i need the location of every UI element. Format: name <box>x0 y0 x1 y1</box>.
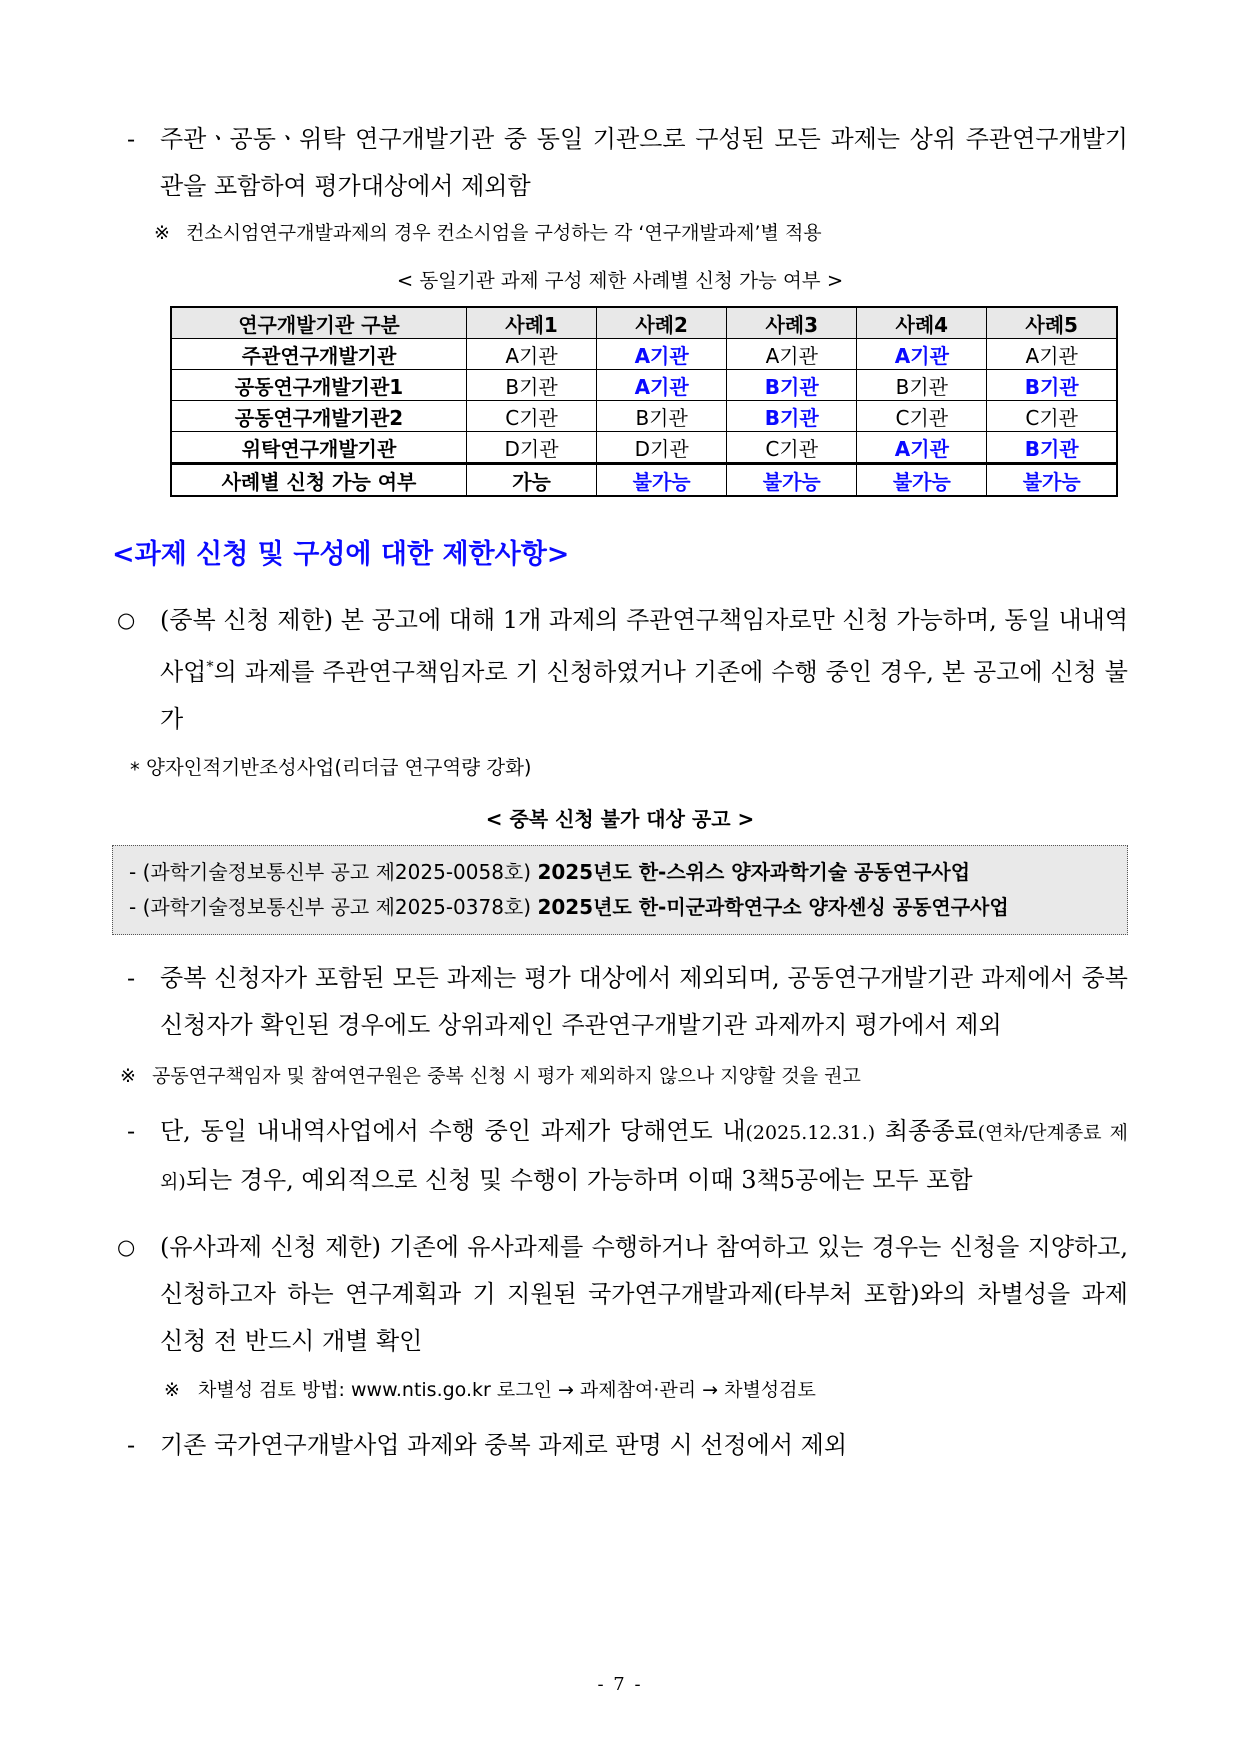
table-cell: B기관 <box>727 401 857 432</box>
table-header-cell: 사례5 <box>987 307 1117 339</box>
bullet-text: (유사과제 신청 제한) 기존에 유사과제를 수행하거나 참여하고 있는 경우는 신청을 지양하고, 신청하고자 하는 연구계획과 기 지원된 국가연구개발과제(타부처 포함)와의 차별성을 과제 신청 전 반드시 개별 확인 <box>160 1233 1128 1355</box>
table-row-label: 위탁연구개발기관 <box>171 432 467 464</box>
table-head <box>171 307 1117 339</box>
table-cell: A기관 <box>467 339 597 370</box>
table-row <box>171 339 1117 370</box>
table-header-cell: 사례2 <box>597 307 727 339</box>
table-row <box>171 401 1117 432</box>
notice-line <box>129 855 1111 890</box>
table-cell: D기관 <box>467 432 597 464</box>
table-row <box>171 432 1117 464</box>
table-row <box>171 370 1117 401</box>
table-cell: A기관 <box>857 339 987 370</box>
circle-bullet-marker: ○ <box>117 608 136 632</box>
dash-bullet-marker: - <box>127 125 136 153</box>
table-cell: B기관 <box>467 370 597 401</box>
dash-bullet-marker: - <box>127 964 136 992</box>
table-cell: B기관 <box>857 370 987 401</box>
table-header-cell: 사례3 <box>727 307 857 339</box>
table-cell: 불가능 <box>727 464 857 497</box>
note-text: 공동연구책임자 및 참여연구원은 중복 신청 시 평가 제외하지 않으나 지양할 것을 권고 <box>152 1065 861 1087</box>
note-co-researcher <box>112 1061 1128 1092</box>
table-cell: B기관 <box>987 432 1117 464</box>
bullet-duplicate-application-limit <box>112 597 1128 743</box>
table-body <box>171 339 1117 497</box>
note-differentiation-check <box>112 1375 1128 1406</box>
bullet-text-part: 최종종료 <box>875 1117 978 1145</box>
reference-mark-icon: ※ <box>154 222 170 244</box>
notice-box <box>112 845 1128 935</box>
table-row-label: 공동연구개발기관1 <box>171 370 467 401</box>
circle-bullet-marker: ○ <box>117 1235 136 1259</box>
asterisk-marker: * <box>130 758 140 781</box>
asterisk-superscript: * <box>206 659 214 675</box>
note-text: 컨소시엄연구개발과제의 경우 컨소시엄을 구성하는 각 ‘연구개발과제’별 적용 <box>186 222 822 244</box>
table-row-label: 공동연구개발기관2 <box>171 401 467 432</box>
bullet-duplicate-project-exclusion <box>112 1422 1128 1469</box>
table-cell: 불가능 <box>987 464 1117 497</box>
table-cell: C기관 <box>727 432 857 464</box>
notice-prefix: - (과학기술정보통신부 공고 제2025-0378호) <box>129 895 538 919</box>
table-header-cell: 연구개발기관 구분 <box>171 307 467 339</box>
notice-line <box>129 890 1111 925</box>
table-cell: A기관 <box>987 339 1117 370</box>
table-cell: B기관 <box>987 370 1117 401</box>
table-cell: A기관 <box>597 339 727 370</box>
small-parenthetical: (2025.12.31.) <box>745 1122 876 1144</box>
table-cell: C기관 <box>467 401 597 432</box>
small-parenthetical: (연차/단계종료 제외) <box>160 1122 1129 1193</box>
notice-prefix: - (과학기술정보통신부 공고 제2025-0058호) <box>129 860 538 884</box>
bullet-text-part: 의 과제를 주관연구책임자로 기 신청하였거나 기존에 수행 중인 경우, 본 공고에 신청 불가 <box>160 658 1128 733</box>
reference-mark-icon: ※ <box>120 1065 136 1087</box>
section-heading-restrictions: <과제 신청 및 구성에 대한 제한사항> <box>112 539 570 570</box>
table-header-cell: 사례1 <box>467 307 597 339</box>
table-cell: B기관 <box>727 370 857 401</box>
table-cell: 불가능 <box>597 464 727 497</box>
bullet-duplicate-exclusion <box>112 955 1128 1049</box>
table-cell: 가능 <box>467 464 597 497</box>
bullet-text: 중복 신청자가 포함된 모든 과제는 평가 대상에서 제외되며, 공동연구개발기관 과제에서 중복신청자가 확인된 경우에도 상위과제인 주관연구개발기관 과제까지 평가에서 제외 <box>160 964 1128 1039</box>
table-cell: C기관 <box>987 401 1117 432</box>
bullet-similar-project-limit <box>112 1224 1128 1365</box>
table-cell: 불가능 <box>857 464 987 497</box>
table-summary-row <box>171 464 1117 497</box>
table-header-row <box>171 307 1117 339</box>
notice-title: < 중복 신청 불가 대상 공고 > <box>485 807 755 831</box>
page-number: - 7 - <box>597 1674 643 1695</box>
table-cell: B기관 <box>597 401 727 432</box>
dash-bullet-marker: - <box>127 1431 136 1459</box>
table-cell: C기관 <box>857 401 987 432</box>
bullet-same-org-restriction <box>112 116 1128 210</box>
table-caption: < 동일기관 과제 구성 제한 사례별 신청 가능 여부 > <box>396 269 844 292</box>
footnote-text: 양자인적기반조성사업(리더급 연구역량 강화) <box>146 756 532 779</box>
table-cell: A기관 <box>727 339 857 370</box>
note-text: 차별성 검토 방법: www.ntis.go.kr 로그인 → 과제참여·관리 → 차별성검토 <box>198 1379 816 1401</box>
bullet-text-part: (중복 신청 제한) 본 공고에 대해 1개 과제의 주관연구책임자로만 신청 가능하며, 동일 내내역사업 <box>160 606 1128 686</box>
bullet-text: 기존 국가연구개발사업 과제와 중복 과제로 판명 시 선정에서 제외 <box>160 1431 847 1459</box>
page-content <box>112 116 1128 1469</box>
footnote-program <box>112 753 1128 783</box>
bullet-exception-final-end <box>112 1108 1128 1206</box>
table-cell: A기관 <box>857 432 987 464</box>
notice-program-title: 2025년도 한-미군과학연구소 양자센싱 공동연구사업 <box>537 895 1009 919</box>
table-row-label: 사례별 신청 가능 여부 <box>171 464 467 497</box>
table-cell: D기관 <box>597 432 727 464</box>
bullet-text: 주관ㆍ공동ㆍ위탁 연구개발기관 중 동일 기관으로 구성된 모든 과제는 상위 주관연구개발기관을 포함하여 평가대상에서 제외함 <box>160 125 1128 200</box>
table-row-label: 주관연구개발기관 <box>171 339 467 370</box>
table-cell: A기관 <box>597 370 727 401</box>
table-header-cell: 사례4 <box>857 307 987 339</box>
dash-bullet-marker: - <box>127 1117 136 1145</box>
bullet-text-part: 되는 경우, 예외적으로 신청 및 수행이 가능하며 이때 3책5공에는 모두 포함 <box>185 1166 973 1194</box>
note-consortium <box>112 218 1128 249</box>
notice-program-title: 2025년도 한-스위스 양자과학기술 공동연구사업 <box>537 860 971 884</box>
case-eligibility-table <box>170 306 1118 497</box>
reference-mark-icon: ※ <box>164 1379 180 1401</box>
bullet-text-part: 단, 동일 내내역사업에서 수행 중인 과제가 당해연도 내 <box>160 1117 746 1145</box>
